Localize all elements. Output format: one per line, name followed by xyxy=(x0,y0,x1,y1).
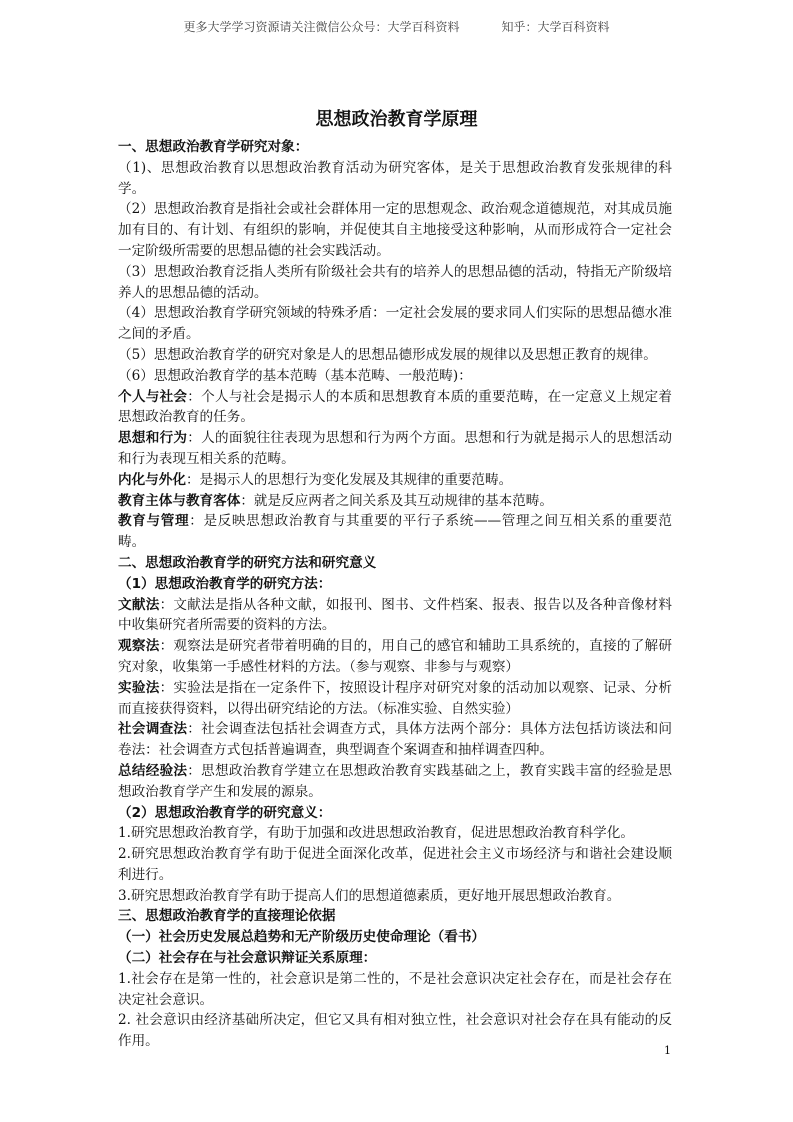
paragraph-text: 1.研究思想政治教育学，有助于加强和改进思想政治教育，促进思想政治教育科学化。 xyxy=(118,825,634,842)
paragraph-text: （2）思想政治教育学的研究意义： xyxy=(118,804,332,821)
paragraph-text: （1）思想政治教育学的研究方法： xyxy=(118,575,332,592)
paragraph-text: 2. 社会意识由经济基础所决定，但它又具有相对独立性，社会意识对社会存在具有能动的反作用。 xyxy=(118,1012,672,1050)
header-zhihu-note: 知乎：大学百科资料 xyxy=(501,20,610,34)
paragraph-text: 1.社会存在是第一性的，社会意识是第二性的，不是社会意识决定社会存在，而是社会存在决定社会意识。 xyxy=(118,970,672,1008)
paragraph-text: （二）社会存在与社会意识辩证关系原理： xyxy=(118,950,377,967)
paragraph-text: ：是揭示人的思想行为变化发展及其规律的重要范畴。 xyxy=(185,471,513,488)
paragraph xyxy=(118,719,672,761)
paragraph-text: ：社会调查法包括社会调查方式，具体方法两个部分：具体方法包括访谈法和问卷法：社会调查方式包括普遍调查，典型调查个案调查和抽样调查四种。 xyxy=(118,721,673,759)
paragraph xyxy=(118,158,672,200)
paragraph xyxy=(118,199,672,261)
paragraph-text: ：思想政治教育学建立在思想政治教育实践基础之上，教育实践丰富的经验是思想政治教育学产生和发展的源泉。 xyxy=(118,762,673,800)
term-label: 观察法 xyxy=(118,638,160,655)
paragraph-text: ：实验法是指在一定条件下，按照设计程序对研究对象的活动加以观察、记录、分析而直接获得资料，以得出研究结论的方法。（标准实验、自然实验） xyxy=(118,679,673,717)
paragraph-text: ：是反映思想政治教育与其重要的平行子系统——管理之间互相关系的重要范畴。 xyxy=(118,513,673,551)
paragraph xyxy=(118,761,672,803)
paragraph-text: ：文献法是指从各种文献，如报刊、图书、文件档案、报表、报告以及各种音像材料中收集研究者所需要的资料的方法。 xyxy=(118,596,673,634)
term-label: 总结经验法 xyxy=(118,762,188,779)
paragraph xyxy=(118,366,672,387)
paragraph-text: ：人的面貌往往表现为思想和行为两个方面。思想和行为就是揭示人的思想活动和行为表现互相关系的范畴。 xyxy=(118,430,673,467)
paragraph xyxy=(118,1010,672,1052)
paragraph xyxy=(118,844,672,886)
paragraph xyxy=(118,823,672,844)
term-label: 教育与管理 xyxy=(118,513,190,530)
paragraph-text: 3.研究思想政治教育学有助于提高人们的思想道德素质，更好地开展思想政治教育。 xyxy=(118,887,621,904)
paragraph xyxy=(118,387,672,429)
paragraph-text: （6）思想政治教育学的基本范畴（基本范畴、一般范畴)： xyxy=(118,367,472,384)
paragraph xyxy=(118,678,672,720)
paragraph xyxy=(118,428,672,470)
paragraph xyxy=(118,595,672,637)
paragraph-text: 三、思想政治教育学的直接理论依据 xyxy=(118,908,336,925)
paragraph-text: （4）思想政治教育学研究领域的特殊矛盾：一定社会发展的要求同人们实际的思想品德水准之间的矛盾。 xyxy=(118,305,672,343)
paragraph xyxy=(118,345,672,366)
paragraph xyxy=(118,303,672,345)
section-heading xyxy=(118,803,672,824)
section-heading xyxy=(118,927,672,948)
page-header xyxy=(0,18,793,35)
section-heading xyxy=(118,137,672,158)
section-heading xyxy=(118,948,672,969)
paragraph xyxy=(118,886,672,907)
paragraph xyxy=(118,636,672,678)
header-wechat-note: 更多大学学习资源请关注微信公众号：大学百科资料 xyxy=(183,20,460,34)
paragraph-text: （5）思想政治教育学的研究对象是人的思想品德形成发展的规律以及思想正教育的规律。 xyxy=(118,346,657,363)
document-title: 思想政治教育学原理 xyxy=(315,109,478,130)
paragraph-text: 2.研究思想政治教育学有助于促进全面深化改革，促进社会主义市场经济与和谐社会建设顺利进行。 xyxy=(118,846,672,883)
section-heading xyxy=(118,906,672,927)
document-body xyxy=(118,137,672,1052)
paragraph xyxy=(118,969,672,1011)
term-label: 实验法 xyxy=(118,679,160,696)
term-label: 社会调查法 xyxy=(118,721,188,738)
paragraph-text: （2）思想政治教育是指社会或社会群体用一定的思想观念、政治观念道德规范，对其成员施加有目的、有计划、有组织的影响，并促使其自主地接受这种影响，从而形成符合一定社会一定阶级所需要的思想品德的社会实践活动。 xyxy=(118,201,672,259)
term-label: 思想和行为 xyxy=(118,430,188,447)
term-label: 内化与外化 xyxy=(118,471,186,488)
paragraph-text: ：个人与社会是揭示人的本质和思想教育本质的重要范畴，在一定意义上规定着思想政治教育的任务。 xyxy=(118,388,673,426)
section-heading xyxy=(118,553,672,574)
paragraph-text: 二、思想政治教育学的研究方法和研究意义 xyxy=(118,554,377,571)
term-label: 个人与社会 xyxy=(118,388,188,405)
term-label: 教育主体与教育客体 xyxy=(118,492,241,509)
paragraph xyxy=(118,511,672,553)
paragraph-text: ：就是反应两者之间关系及其互动规律的基本范畴。 xyxy=(240,492,553,509)
paragraph-text: 一、思想政治教育学研究对象： xyxy=(118,139,309,155)
paragraph xyxy=(118,262,672,304)
paragraph xyxy=(118,470,672,491)
paragraph-text: （1)、思想政治教育以思想政治教育活动为研究客体，是关于思想政治教育发张规律的科学。 xyxy=(118,159,672,197)
paragraph-text: （3）思想政治教育泛指人类所有阶级社会共有的培养人的思想品德的活动，特指无产阶级培养人的思想品德的活动。 xyxy=(118,263,672,301)
term-label: 文献法 xyxy=(118,596,160,613)
paragraph-text: （一）社会历史发展总趋势和无产阶级历史使命理论（看书） xyxy=(118,929,486,946)
section-heading xyxy=(118,574,672,595)
paragraph-text: ：观察法是研究者带着明确的目的，用自己的感官和辅助工具系统的，直接的了解研究对象，收集第一手感性材料的方法。（参与观察、非参与与观察） xyxy=(118,638,673,675)
paragraph xyxy=(118,491,672,512)
page-number: 1 xyxy=(664,1044,671,1057)
